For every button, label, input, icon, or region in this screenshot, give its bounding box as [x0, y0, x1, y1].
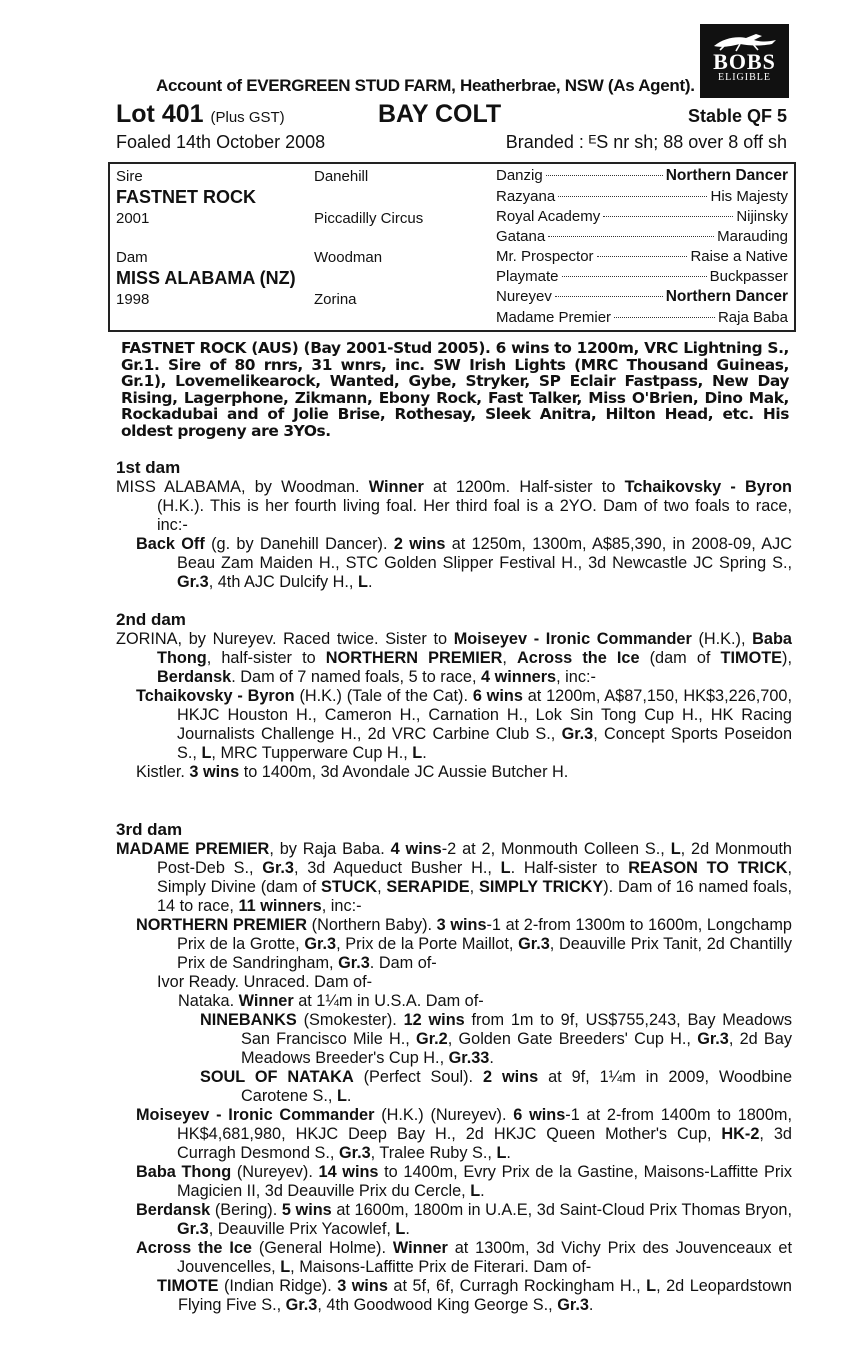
ancestor-row: [496, 268, 788, 288]
ancestor-left: Gatana: [496, 228, 546, 245]
ancestor-right: Nijinsky: [736, 208, 788, 225]
dam-paragraph: ZORINA, by Nureyev. Raced twice. Sister to Moiseyev - Ironic Commander (H.K.), Baba Thong, half-sister to NORTHERN PREMIER, Across the Ice (dam of TIMOTE), Berdansk. Dam of 7 named foals, 5 to race, 4 winners, inc:-: [116, 630, 792, 686]
ancestor-left: Madame Premier: [496, 309, 612, 326]
sire-year: 2001: [116, 210, 150, 227]
progeny-entry: Berdansk (Bering). 5 wins at 1600m, 1800m in U.A.E, 3d Saint-Cloud Prix Thomas Bryon, Gr.3, Deauville Prix Yacowlef, L.: [136, 1201, 792, 1238]
lot-label: Lot 401: [116, 100, 204, 128]
sire-label: Sire: [116, 168, 143, 185]
progeny-entry: Back Off (g. by Danehill Dancer). 2 wins at 1250m, 1300m, A$85,390, in 2008-09, AJC Beau Zam Maiden H., STC Golden Slipper Festival H., 3d Newcastle JC Spring S., Gr.3, 4th AJC Dulcify H., L.: [136, 535, 792, 591]
pedigree-table: [108, 162, 796, 332]
dam-year: 1998: [116, 291, 150, 308]
second-dam-section: [116, 610, 792, 782]
progeny-entry: NINEBANKS (Smokester). 12 wins from 1m to 9f, US$755,243, Bay Meadows San Francisco Mile H., Gr.2, Golden Gate Breeders' Cup H., Gr.3, 2d Bay Meadows Breeder's Cup H., Gr.33.: [200, 1011, 792, 1067]
logo-text-main: BOBS: [713, 49, 776, 74]
first-dam-section: [116, 458, 792, 592]
dam-paragraph: MADAME PREMIER, by Raja Baba. 4 wins-2 at 2, Monmouth Colleen S., L, 2d Monmouth Post-Deb S., Gr.3, 3d Aqueduct Busher H., L. Half-sister to REASON TO TRICK, Simply Divine (dam of STUCK, SERAPIDE, SIMPLY TRICKY). Dam of 16 named foals, 14 to race, 11 winners, inc:-: [116, 840, 792, 915]
ancestor-row: [496, 228, 788, 248]
ancestor-left: Playmate: [496, 268, 559, 285]
ancestor-right: Raja Baba: [717, 309, 788, 326]
ancestor-right: Northern Dancer: [665, 288, 788, 305]
ancestor-row: [496, 188, 788, 208]
progeny-entry: Nataka. Winner at 1¼m in U.S.A. Dam of-: [178, 992, 484, 1010]
sire-sire: Danehill: [314, 168, 369, 185]
stable-number: Stable QF 5: [687, 106, 787, 126]
ancestor-row: [496, 288, 788, 308]
vendor-account: Account of EVERGREEN STUD FARM, Heatherbrae, NSW (As Agent).: [156, 76, 695, 95]
ancestor-row: [496, 248, 788, 268]
ancestor-left: Nureyev: [496, 288, 552, 305]
sire-name: FASTNET ROCK: [116, 187, 257, 207]
ancestor-right: Buckpasser: [709, 268, 788, 285]
ancestor-left: Razyana: [496, 188, 556, 205]
dam-paragraph: MISS ALABAMA, by Woodman. Winner at 1200m. Half-sister to Tchaikovsky - Byron (H.K.). This is her fourth living foal. Her third foal is a 2YO. Dam of two foals to race, inc:-: [116, 478, 792, 534]
ancestor-row: [496, 309, 788, 329]
horse-description: BAY COLT: [378, 100, 502, 128]
foaled-date: Foaled 14th October 2008: [116, 132, 326, 152]
progeny-entry: Ivor Ready. Unraced. Dam of-: [157, 973, 373, 991]
progeny-entry: TIMOTE (Indian Ridge). 3 wins at 5f, 6f, Curragh Rockingham H., L, 2d Leopardstown Flying Five S., Gr.3, 4th Goodwood King George S., Gr.3.: [157, 1277, 792, 1314]
section-heading: 3rd dam: [116, 820, 183, 839]
progeny-entry: Kistler. 3 wins to 1400m, 3d Avondale JC Aussie Butcher H.: [136, 763, 569, 781]
section-heading: 2nd dam: [116, 610, 186, 629]
brand-marks: Branded : ᴱS nr sh; 88 over 8 off sh: [505, 132, 787, 152]
ancestor-row: [496, 167, 788, 187]
ancestor-right: Marauding: [717, 228, 788, 245]
ancestor-right: His Majesty: [710, 188, 788, 205]
progeny-entry: Baba Thong (Nureyev). 14 wins to 1400m, Evry Prix de la Gastine, Maisons-Laffitte Prix Magicien II, 3d Deauville Prix du Cercle, L.: [136, 1163, 793, 1200]
sire-summary: FASTNET ROCK (AUS) (Bay 2001-Stud 2005). 6 wins to 1200m, VRC Lightning S., Gr.1. Sire of 80 rnrs, 31 wnrs, inc. SW Irish Lights (MRC Thousand Guineas, Gr.1), Lovemelikearock, Wanted, Gybe, Stryker, SP Eclair Fastpass, New Day Rising, Lagerphone, Zikmann, Ebony Rock, Fast Talker, Miss O'Brien, Dino Mak, Rockadubai and of Jolie Brise, Rothesay, Sleek Anitra, Hilton Head, etc. His oldest progeny are 3YOs.: [121, 339, 789, 440]
dam-dam: Zorina: [314, 291, 357, 308]
bobs-eligible-logo: [700, 24, 789, 98]
third-dam-section: [116, 820, 792, 1315]
ancestor-right: Northern Dancer: [665, 167, 788, 184]
logo-text-sub: ELIGIBLE: [718, 72, 771, 83]
ancestor-left: Danzig: [496, 167, 543, 184]
progeny-entry: Moiseyev - Ironic Commander (H.K.) (Nureyev). 6 wins-1 at 2-from 1400m to 1800m, HK$4,681,980, HKJC Deep Bay H., 2d HKJC Queen Mother's Cup, HK-2, 3d Curragh Desmond S., Gr.3, Tralee Ruby S., L.: [136, 1106, 792, 1162]
progeny-entry: Tchaikovsky - Byron (H.K.) (Tale of the Cat). 6 wins at 1200m, A$87,150, HK$3,226,700, HKJC Houston H., Cameron H., Carnation H., Lok Sin Tong Cup H., HK Racing Journalists Challenge H., 2d VRC Carbine Club S., Gr.3, Concept Sports Poseidon S., L, MRC Tupperware Cup H., L.: [136, 687, 793, 762]
sire-dam: Piccadilly Circus: [314, 210, 424, 227]
section-heading: 1st dam: [116, 458, 181, 477]
ancestor-right: Raise a Native: [690, 248, 788, 265]
progeny-entry: Across the Ice (General Holme). Winner at 1300m, 3d Vichy Prix des Jouvenceaux et Jouvencelles, L, Maisons-Laffitte Prix de Fiterari. Dam of-: [136, 1239, 793, 1276]
dam-label: Dam: [116, 249, 148, 266]
gst-note: (Plus GST): [210, 109, 285, 126]
dam-sire: Woodman: [314, 249, 383, 266]
ancestor-row: [496, 208, 788, 228]
dam-name: MISS ALABAMA (NZ): [116, 268, 296, 288]
progeny-entry: SOUL OF NATAKA (Perfect Soul). 2 wins at 9f, 1¼m in 2009, Woodbine Carotene S., L.: [200, 1068, 792, 1105]
progeny-entry: NORTHERN PREMIER (Northern Baby). 3 wins-1 at 2-from 1300m to 1600m, Longchamp Prix de la Grotte, Gr.3, Prix de la Porte Maillot, Gr.3, Deauville Prix Tanit, 2d Chantilly Prix de Sandringham, Gr.3. Dam of-: [136, 916, 792, 972]
ancestor-left: Mr. Prospector: [496, 248, 594, 265]
ancestor-left: Royal Academy: [496, 208, 601, 225]
lot-number: [116, 100, 285, 129]
